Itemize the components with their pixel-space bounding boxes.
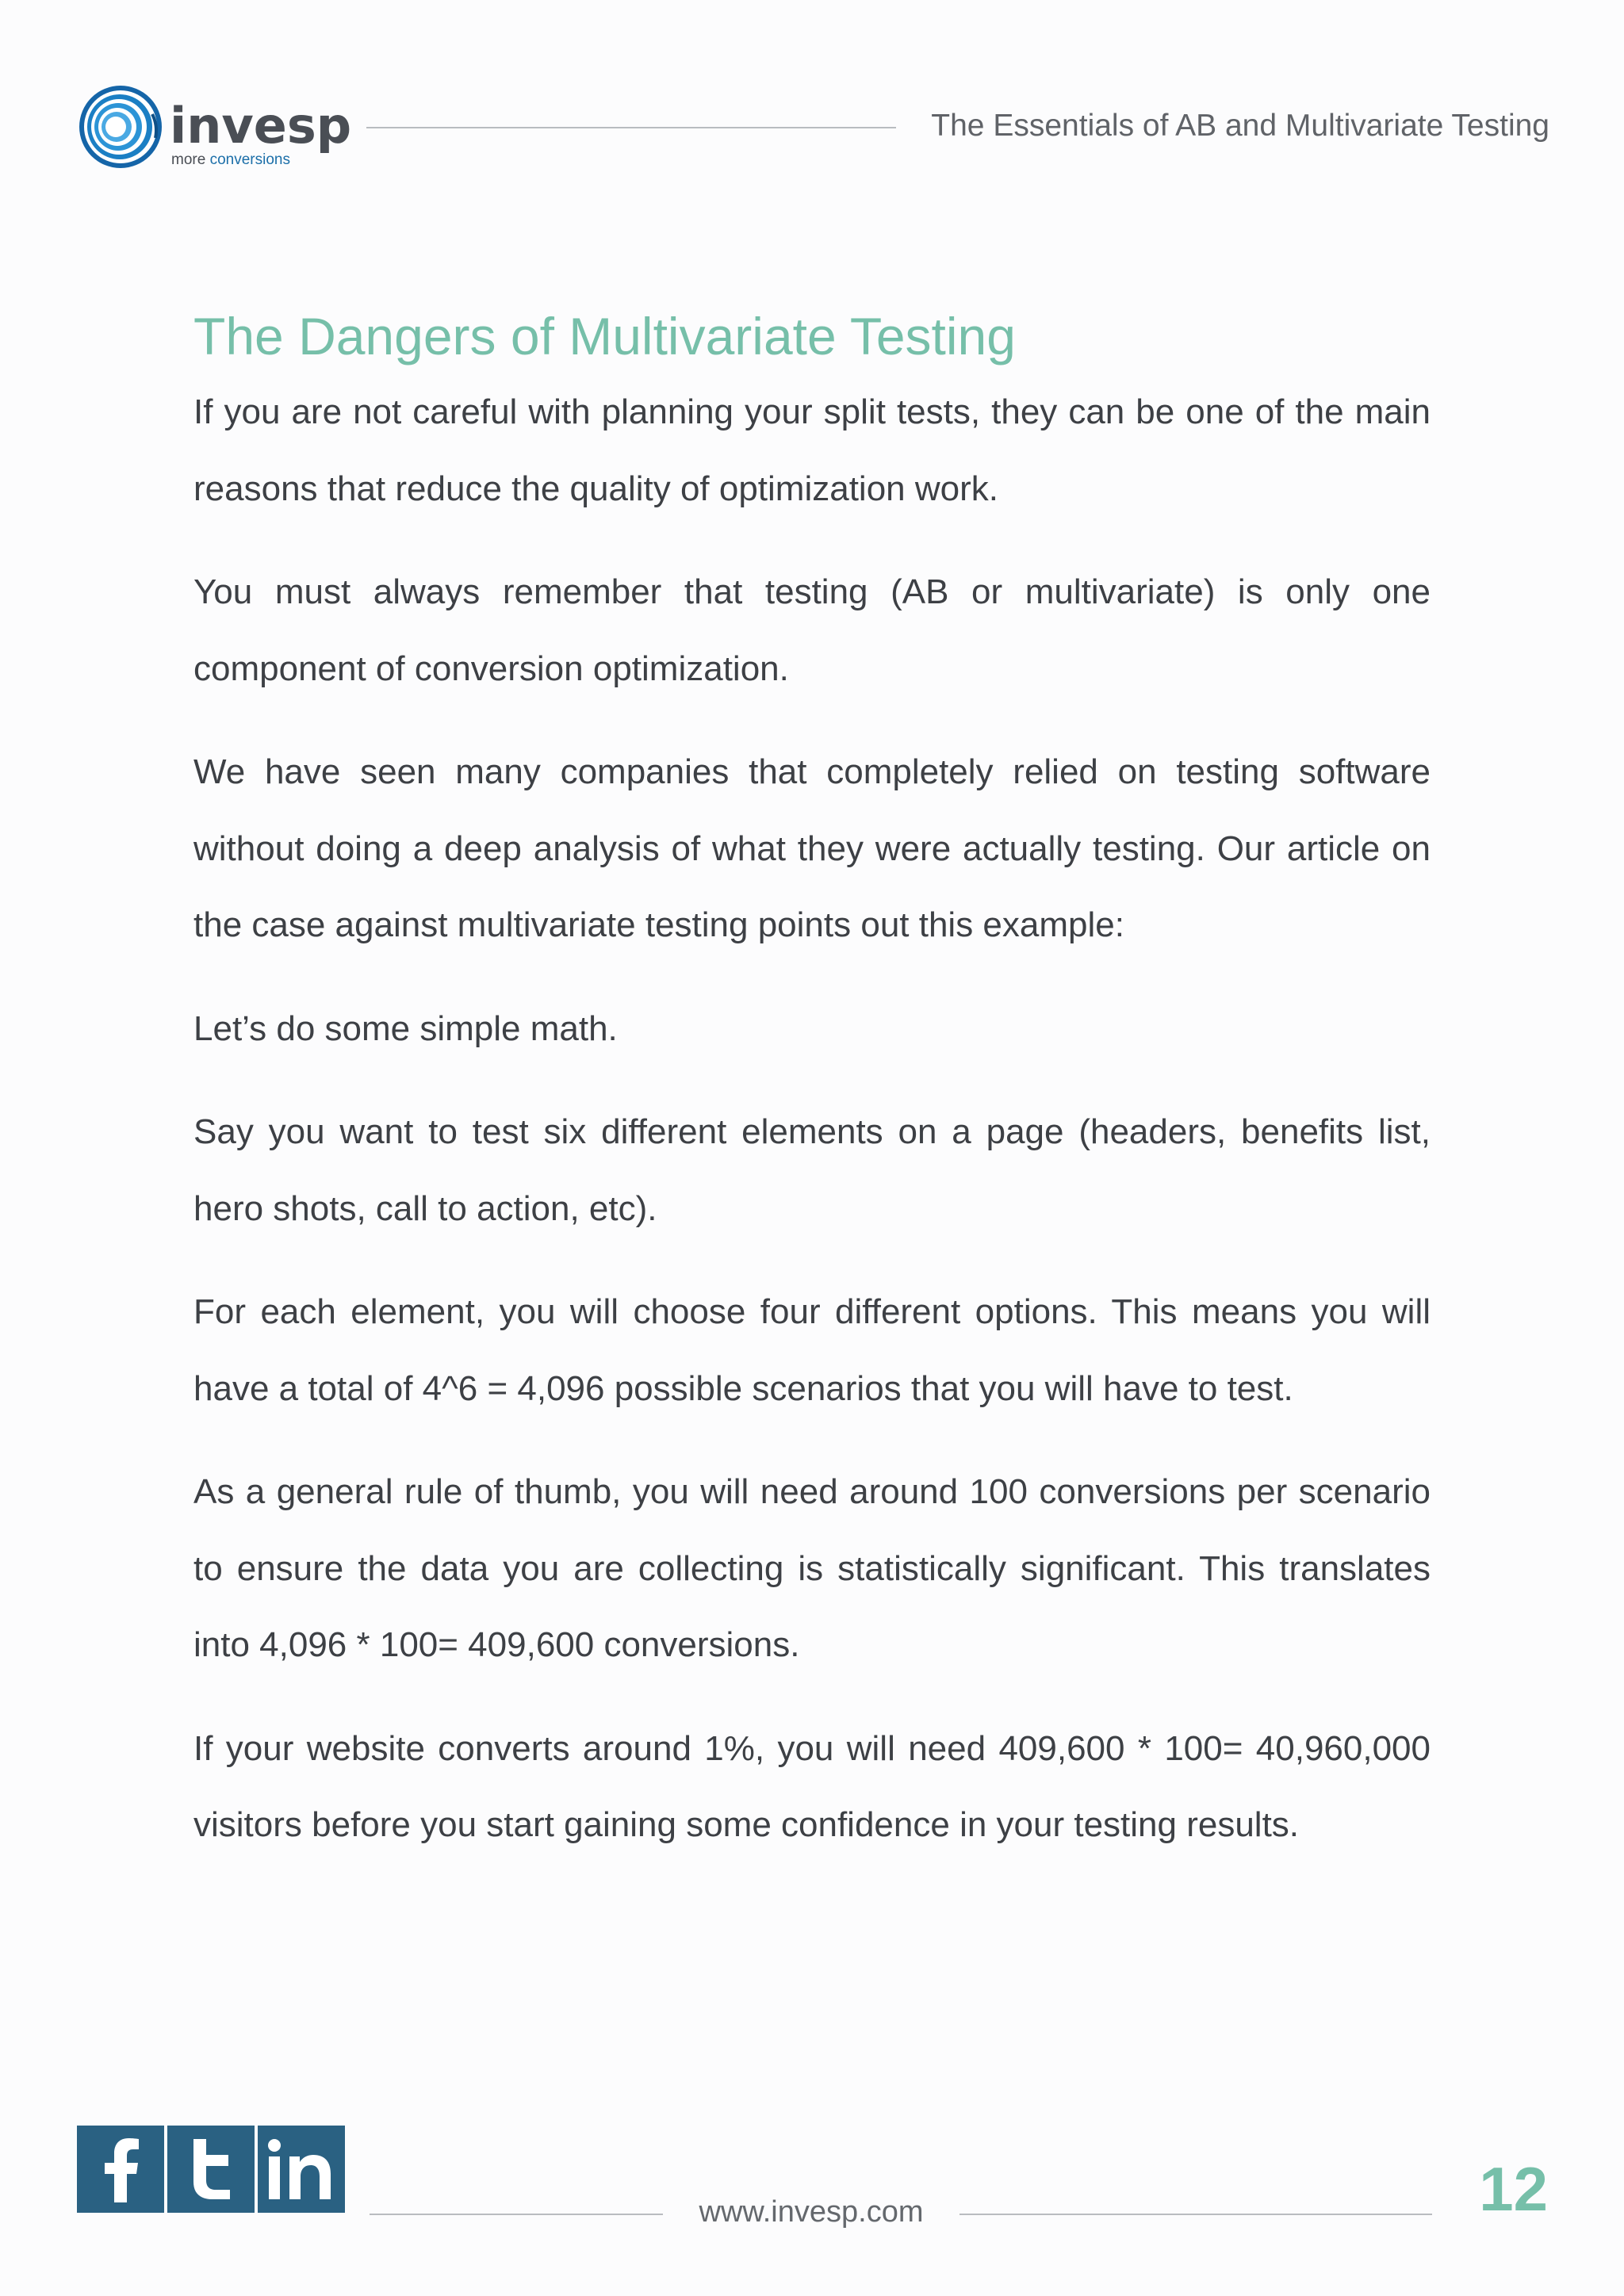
logo-tagline-more: more — [171, 151, 206, 168]
page-number: 12 — [1479, 2154, 1548, 2224]
paragraph-simple-math: Let’s do some simple math. — [193, 1008, 618, 1048]
facebook-icon — [97, 2136, 144, 2202]
twitter-icon — [186, 2136, 236, 2202]
paragraph-testing-component: You must always remember that testing (AB or multivariate) is only one component of conversion optimization. — [193, 572, 1431, 688]
logo-tagline — [171, 152, 290, 167]
twitter-button[interactable] — [167, 2126, 255, 2213]
document-title: The Essentials of AB and Multivariate Testing — [931, 109, 1549, 143]
paragraph-visitors: If your website converts around 1%, you will need 409,600 * 100= 40,960,000 visitors before you start gaining some confidence in your testing results. — [193, 1728, 1431, 1844]
linkedin-icon — [267, 2137, 335, 2201]
section-heading: The Dangers of Multivariate Testing — [193, 307, 1016, 365]
page-content — [193, 300, 1431, 1891]
invesp-logo[interactable] — [76, 82, 352, 176]
facebook-button[interactable] — [77, 2126, 164, 2213]
paragraph-intro: If you are not careful with planning your split tests, they can be one of the main reasons that reduce the quality of optimization work. — [193, 392, 1431, 508]
logo-tagline-conversions: conversions — [209, 151, 290, 168]
logo-spiral-icon — [76, 82, 165, 171]
header-divider — [366, 127, 896, 128]
footer-divider-right — [959, 2214, 1432, 2215]
paragraph-companies: We have seen many companies that completely relied on testing software without doing a deep analysis of what they were actually testing. Our article on the case against multivariate testing points out this example: — [193, 752, 1431, 944]
footer-divider-left — [370, 2214, 663, 2215]
paragraph-rule-of-thumb: As a general rule of thumb, you will need around 100 conversions per scenario to ensure the data you are collecting is statistically significant. This translates into 4,096 * 100= 409,600 conversions. — [193, 1472, 1431, 1664]
social-links — [77, 2126, 345, 2213]
logo-wordmark: invesp — [170, 97, 352, 155]
linkedin-button[interactable] — [258, 2126, 345, 2213]
website-link[interactable]: www.invesp.com — [699, 2195, 924, 2229]
paragraph-four-options: For each element, you will choose four different options. This means you will have a total of 4^6 = 4,096 possible scenarios that you will have to test. — [193, 1292, 1431, 1408]
paragraph-six-elements: Say you want to test six different elements on a page (headers, benefits list, hero shots, call to action, etc). — [193, 1112, 1431, 1228]
